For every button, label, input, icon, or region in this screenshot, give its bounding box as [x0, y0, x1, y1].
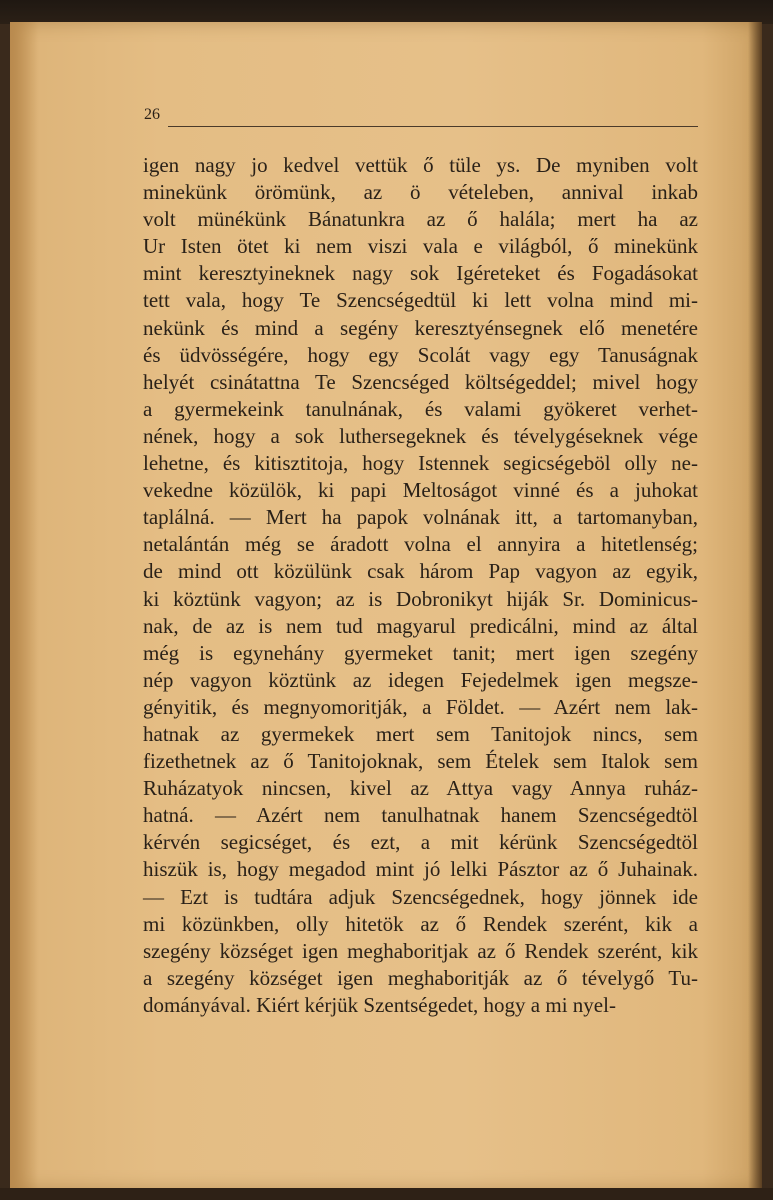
text-line: helyét csinátattna Te Szencséged költségeddel; mivel hogy: [143, 369, 698, 394]
text-line: kérvén segicséget, és ezt, a mit kérünk Szencségedtöl: [143, 830, 698, 855]
text-line: nép vagyon köztünk az idegen Fejedelmek igen megsze-: [143, 667, 698, 692]
text-line: és üdvösségére, hogy egy Scolát vagy egy Tanuságnak: [143, 342, 698, 367]
text-line: mi közünkben, olly hitetök az ő Rendek szerént, kik a: [143, 911, 698, 936]
text-line: nak, de az is nem tud magyarul predicálni, mind az által: [143, 613, 698, 638]
text-line: nekünk és mind a segény keresztyénsegnek elő menetére: [143, 315, 698, 340]
text-line: hiszük is, hogy megadod mint jó lelki Pásztor az ő Juhainak.: [143, 857, 698, 882]
text-line: ki köztünk vagyon; az is Dobronikyt hiják Sr. Dominicus-: [143, 586, 698, 611]
text-line: gényitik, és megnyomoritják, a Földet. — Azért nem lak-: [143, 694, 698, 719]
header-rule: [168, 126, 698, 127]
page-right-edge: [748, 22, 762, 1190]
text-line: taplálná. — Mert ha papok volnának itt, a tartomanyban,: [143, 505, 698, 530]
text-line: fizethetnek az ő Tanitojoknak, sem Ételek sem Italok sem: [143, 749, 698, 774]
book-page: [10, 22, 762, 1190]
page-number: 26: [144, 106, 160, 123]
scan-bottom-border: [0, 1188, 773, 1200]
text-line: volt münékünk Bánatunkra az ő halála; mert ha az: [143, 207, 698, 232]
text-line: lehetne, és kitisztitoja, hogy Istennek segicségeböl olly ne-: [143, 451, 698, 476]
body-text: [143, 152, 698, 1019]
text-line: a szegény községet igen meghaboritják az ő tévelygő Tu-: [143, 965, 698, 990]
text-line: szegény községet igen meghaboritjak az ő Rendek szerént, kik: [143, 938, 698, 963]
text-line: hatná. — Azért nem tanulhatnak hanem Szencségedtöl: [143, 803, 698, 828]
text-line: nének, hogy a sok luthersegeknek és tévelygéseknek vége: [143, 423, 698, 448]
page-binding-shadow: [10, 22, 38, 1190]
text-line: netalántán még se áradott volna el annyira a hitetlenség;: [143, 532, 698, 557]
text-line: mint keresztyineknek nagy sok Igéreteket és Fogadásokat: [143, 261, 698, 286]
text-line: igen nagy jo kedvel vettük ő tüle ys. De myniben volt: [143, 153, 698, 177]
text-line: hatnak az gyermekek mert sem Tanitojok nincs, sem: [143, 721, 698, 746]
text-line: de mind ott közülünk csak három Pap vagyon az egyik,: [143, 559, 698, 584]
scan-top-border: [0, 0, 773, 24]
text-line: minekünk örömünk, az ö vételeben, annival inkab: [143, 180, 698, 205]
text-line: vekedne közülök, ki papi Meltoságot vinné és a juhokat: [143, 478, 698, 503]
text-line: dományával. Kiért kérjük Szentségedet, hogy a mi nyel-: [143, 992, 616, 1017]
text-line: — Ezt is tudtára adjuk Szencségednek, hogy jönnek ide: [143, 884, 698, 909]
text-line: Ur Isten ötet ki nem viszi vala e világból, ő minekünk: [143, 234, 698, 259]
text-line: tett vala, hogy Te Szencségedtül ki lett volna mind mi-: [143, 288, 698, 313]
text-line: a gyermekeink tanulnának, és valami gyökeret verhet-: [143, 396, 698, 421]
text-line: még is egynehány gyermeket tanit; mert igen szegény: [143, 640, 698, 665]
text-line: Ruházatyok nincsen, kivel az Attya vagy Annya ruház-: [143, 776, 698, 801]
